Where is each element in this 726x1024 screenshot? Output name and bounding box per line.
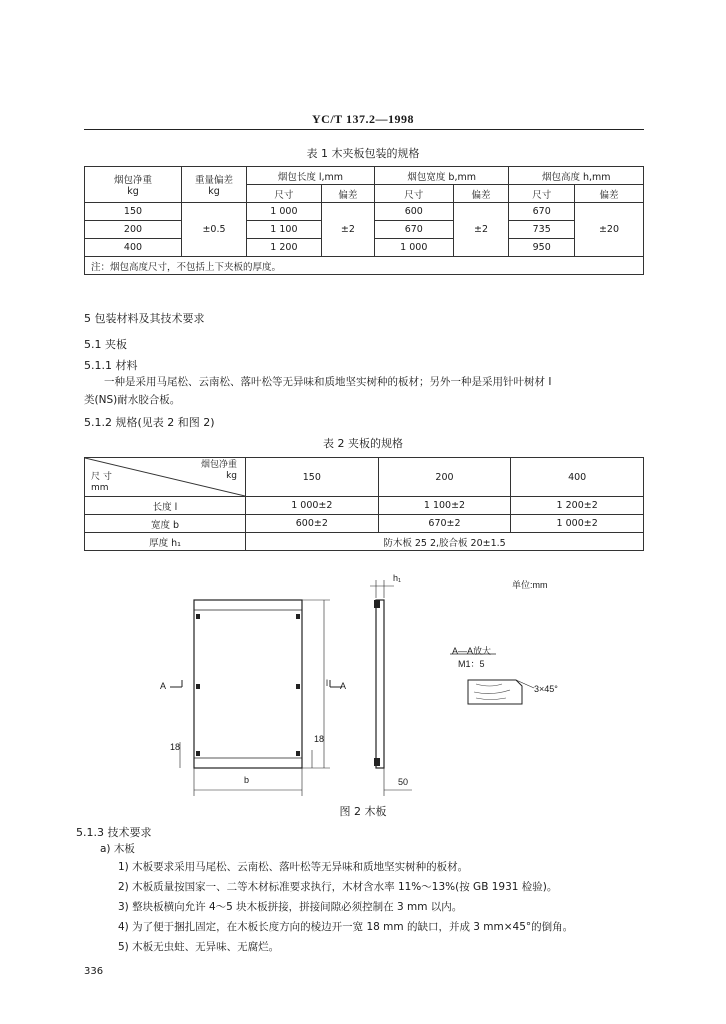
t2-diag-left: 尺 寸	[91, 472, 112, 482]
t1-sub-size: 尺寸	[509, 185, 575, 203]
figure-unit: 单位:mm	[512, 580, 548, 590]
t1-cell: 1 100	[247, 221, 322, 239]
label-18-left: 18	[170, 742, 181, 752]
t1-cell: 1 000	[247, 203, 322, 221]
t2-row-label: 厚度 h₁	[85, 533, 246, 551]
t1-cell: 1 200	[247, 239, 322, 257]
t1-cell: 670	[509, 203, 575, 221]
t1-h-len: 烟包长度 l,mm	[247, 167, 375, 185]
label-b: b	[244, 775, 250, 785]
figure-2-caption: 图 2 木板	[339, 805, 387, 818]
t1-sub-dev: 偏差	[321, 185, 374, 203]
label-50: 50	[398, 777, 409, 787]
t1-cell: 1 000	[374, 239, 453, 257]
t2-cell: 1 200±2	[511, 497, 644, 515]
t2-diag-top-unit: kg	[226, 471, 237, 481]
table2-caption: 表 2 夹板的规格	[323, 437, 403, 450]
t1-h-tol-unit: kg	[208, 186, 220, 197]
label-18-right: 18	[314, 734, 325, 744]
t1-cell: 950	[509, 239, 575, 257]
t2-diagonal-header	[85, 458, 246, 497]
t2-col-header: 200	[378, 458, 511, 497]
list-item: 3) 整块板横向允许 4～5 块木板拼接，拼接间隙必须控制在 3 mm 以内。	[118, 901, 463, 913]
header-rule	[84, 129, 644, 130]
document-header: YC/T 137.2—1998	[312, 112, 414, 126]
list-item: 5) 木板无虫蛀、无异味、无腐烂。	[118, 941, 280, 953]
t2-diag-left-unit: mm	[91, 483, 109, 493]
label-l: l	[326, 678, 328, 688]
t1-sub-dev: 偏差	[574, 185, 643, 203]
table2	[84, 457, 644, 551]
t2-diag-top: 烟包净重	[200, 460, 237, 470]
detail-chamfer: 3×45°	[534, 684, 558, 694]
t2-cell: 1 000±2	[511, 515, 644, 533]
figure-2-drawing	[150, 570, 570, 800]
section-5-1-1-heading: 5.1.1 材料	[84, 359, 138, 372]
t1-h-wid: 烟包宽度 b,mm	[374, 167, 509, 185]
section-5-1-2-heading: 5.1.2 规格(见表 2 和图 2)	[84, 416, 215, 429]
t1-sub-dev: 偏差	[453, 185, 509, 203]
list-item: 1) 木板要求采用马尾松、云南松、落叶松等无异味和质地坚实树种的板材。	[118, 861, 469, 873]
t2-cell: 1 100±2	[378, 497, 511, 515]
para-5-1-1-line2: 类(NS)耐水胶合板。	[84, 394, 181, 406]
t2-cell: 1 000±2	[246, 497, 379, 515]
t1-sub-size: 尺寸	[374, 185, 453, 203]
table1	[84, 166, 644, 275]
detail-scale: M1：5	[458, 659, 485, 669]
list-item: 4) 为了便于捆扎固定，在木板长度方向的棱边开一宽 18 mm 的缺口，并成 3 mm×45°的倒角。	[118, 921, 574, 933]
t2-row-label: 宽度 b	[85, 515, 246, 533]
page-number: 336	[84, 966, 104, 977]
t2-cell: 600±2	[246, 515, 379, 533]
table1-caption: 表 1 木夹板包装的规格	[306, 147, 420, 160]
label-section-a-left: A	[160, 681, 167, 691]
section-5-1-heading: 5.1 夹板	[84, 338, 127, 351]
t2-thickness: 防木板 25 2,胶合板 20±1.5	[246, 533, 644, 551]
label-section-a-right: A	[340, 681, 347, 691]
t1-cell: 200	[85, 221, 182, 239]
t1-h-tol: 重量偏差	[194, 175, 233, 186]
t2-col-header: 150	[246, 458, 379, 497]
t2-cell: 670±2	[378, 515, 511, 533]
t1-cell: 600	[374, 203, 453, 221]
t1-h-hgt: 烟包高度 h,mm	[509, 167, 644, 185]
label-h1: h₁	[393, 573, 402, 583]
list-item: 2) 木板质量按国家一、二等木材标准要求执行，木材含水率 11%～13%(按 GB 1931 检验)。	[118, 881, 558, 893]
t2-col-header: 400	[511, 458, 644, 497]
t1-wid-dev: ±2	[453, 203, 509, 257]
t1-h-weight: 烟包净重	[113, 175, 152, 186]
t1-tol-value: ±0.5	[182, 203, 247, 257]
t1-h-weight-unit: kg	[127, 186, 139, 197]
t1-sub-size: 尺寸	[247, 185, 322, 203]
t1-cell: 150	[85, 203, 182, 221]
para-5-1-1-line1: 一种是采用马尾松、云南松、落叶松等无异味和质地坚实树种的板材；另外一种是采用针叶树材 I	[104, 376, 552, 388]
t1-len-dev: ±2	[321, 203, 374, 257]
t1-hgt-dev: ±20	[574, 203, 643, 257]
t2-row-label: 长度 l	[85, 497, 246, 515]
t1-cell: 670	[374, 221, 453, 239]
t1-cell: 400	[85, 239, 182, 257]
t1-note: 注：烟包高度尺寸，不包括上下夹板的厚度。	[85, 257, 644, 275]
t1-cell: 735	[509, 221, 575, 239]
detail-title: A—A放大	[452, 646, 492, 656]
item-a-label: a) 木板	[100, 843, 135, 855]
section-5-1-3-heading: 5.1.3 技术要求	[76, 826, 152, 839]
section-5-heading: 5 包装材料及其技术要求	[84, 312, 205, 325]
